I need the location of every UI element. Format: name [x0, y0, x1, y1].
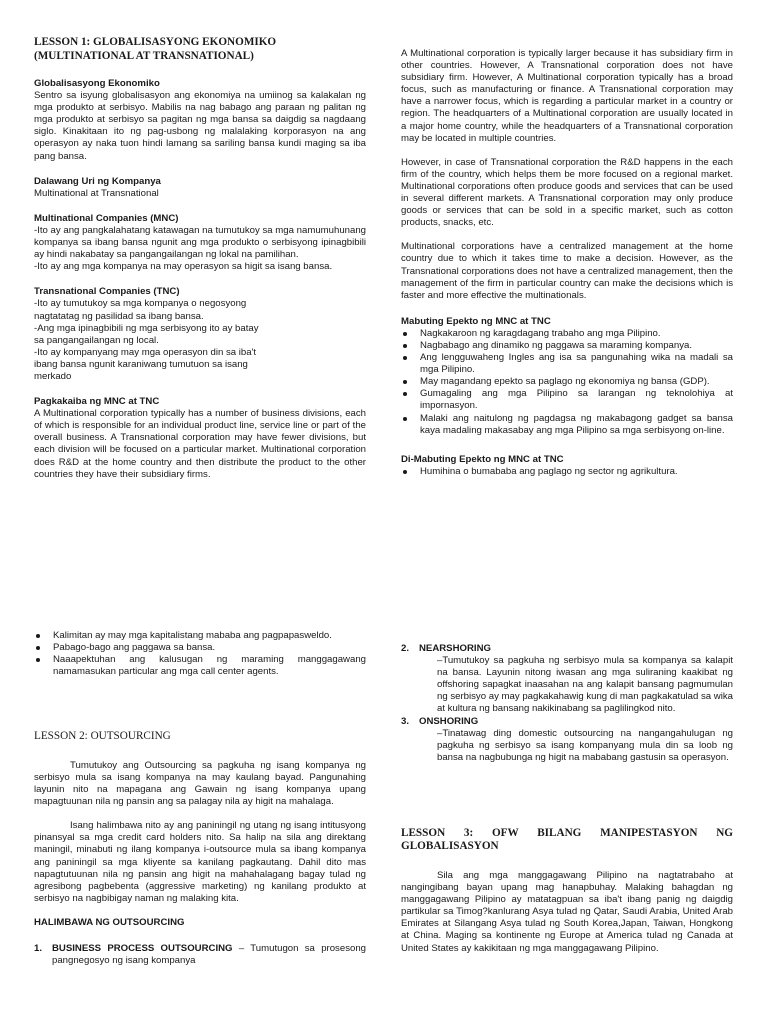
lesson2-right-column: [401, 643, 733, 955]
item-description: –Tumutukoy sa pagkuha ng serbisyo mula sa kompanya sa kalapit na bansa. Layunin nitong iwasan ang mga suliraning kaakibat ng offshoring sapagkat inaasahan na ang kalapit bansang pagmumulan ng serbisyo ay may pagkakahawig kung di man pagkakatulad sa wika at kultura ng bansang nakikinabang sa paglilingkod nito.: [437, 655, 733, 715]
tnc-definition-2: -Ang mga ipinagbibili ng mga serbisyong ito ay batay sa pangangailangan ng local.: [34, 322, 259, 346]
halimbawa-heading: HALIMBAWA NG OUTSOURCING: [34, 916, 185, 928]
item-number: 2.: [401, 643, 410, 654]
tnc-definition-1: -Ito ay tumutukoy sa mga kompanya o negosyong nagtatatag ng pasilidad sa ibang bansa.: [34, 298, 247, 322]
di-mabuting-epekto-list: [401, 466, 733, 478]
list-item: Humihina o bumababa ang paglago ng sector ng agrikultura.: [401, 466, 733, 478]
list-item: Nagkakaroon ng karagdagang trabaho ang mga Pilipino.: [401, 328, 733, 340]
list-item: Nagbabago ang dinamiko ng paggawa sa maraming kompanya.: [401, 340, 733, 352]
mabuting-epekto-list: [401, 328, 733, 437]
lesson2-title: LESSON 2: OUTSOURCING: [34, 730, 171, 743]
list-item: May magandang epekto sa paglago ng ekonomiya ng bansa (GDP).: [401, 376, 733, 388]
section-heading-uri-ng-kompanya: Dalawang Uri ng Kompanya: [34, 175, 161, 187]
item-heading: ONSHORING: [419, 715, 479, 727]
item-description: –Tinatawag ding domestic outsourcing na nangangahulugan ng pagkuha ng serbisyo sa isang kompanyang mula din sa loob ng bansa na nagbubunga ng higit na mababang gastusin sa operasyon.: [437, 727, 733, 763]
globalisasyon-paragraph: Sentro sa isyung globalisasyon ang ekonomiya na umiinog sa kalakalan ng mga produkto at serbisyo. Mabilis na nag babago ang paraan ng palitan ng mga produkto at serbisyo sa pagitan ng mga bansa sa daigdig sa nagdaang siglo. Kinakitaan ito ng pag-usbong ng malalaking korporasyon na ang operasyon ay naka tuon hindi lamang sa sariling bansa kundi maging sa iba pang bansa.: [34, 90, 366, 162]
mnc-definition-2: -Ito ay ang mga kompanya na may operasyon sa higit sa isang bansa.: [34, 261, 333, 273]
ofw-paragraph: Sila ang mga manggagawang Pilipino na nagtatrabaho at nangingibang bayan upang mag hanapbuhay. Malaking bahagdan ng manggagawang Pilipino ay matatagpuan sa iba't ibang panig ng daigdig partikular sa Timog?kanlurang Asya tulad ng Qatar, Saudi Arabia, United Arab Emirates at Silangang Asya tulad ng South Korea,Japan, Taiwan, Hongkong at China. Maging sa kontinente ng Europe at America tulad ng Canada at United States ay kakikitaan ng mga manggagawang Pilipino.: [401, 869, 733, 954]
lesson3-subtitle: GLOBALISASYON: [401, 840, 499, 853]
lesson3-title: LESSON 3: OFW BILANG MANIPESTASYON NG: [401, 826, 733, 839]
lesson1-title: LESSON 1: GLOBALISASYONG EKONOMIKO: [34, 36, 277, 48]
comparison-paragraph-3: Multinational corporations have a centralized management at the home country due to which it takes time to make a decision. However, as the Transnational corporations does not have a centralized management, then the management of the firm in particular country can make the decisions which is faster and more effective the multinationals.: [401, 241, 733, 301]
lesson2-left-column: [34, 630, 366, 967]
item-heading: NEARSHORING: [419, 643, 491, 654]
outsourcing-type-bpo: [34, 943, 366, 967]
list-item: Gumagaling ang mga Pilipino sa larangan ng teknolohiya at impornasyon.: [401, 388, 733, 412]
tnc-definition-3: -Ito ay kompanyang may mga operasyon din sa iba't ibang bansa ngunit karaniwang tumutuon sa isang merkado: [34, 346, 257, 382]
list-item: Naaapektuhan ang kalusugan ng maraming manggagawang namamasukan particular ang mga call center agents.: [34, 654, 366, 678]
tnc-definitions: [34, 298, 266, 383]
pagkakaiba-heading: Pagkakaiba ng MNC at TNC: [34, 396, 160, 408]
item-heading: BUSINESS PROCESS OUTSOURCING: [52, 943, 233, 954]
lesson1-left-column: [34, 36, 366, 481]
item-description: – Tumutugon sa prosesong pangnegosyo ng isang kompanya: [52, 943, 366, 967]
item-number: 3.: [401, 715, 410, 727]
tnc-heading: Transnational Companies (TNC): [34, 286, 180, 298]
mnc-heading: Multinational Companies (MNC): [34, 212, 179, 224]
comparison-paragraph-2: However, in case of Transnational corporation the R&D happens in the each firm of the country, which helps them be more focused on a regional market. Multinational corporations often produce goods and services that can be used in several different markets. A Transnational corporation may only produce goods or services that can be sold in a specific market, such as cotton products, snacks, etc.: [401, 156, 733, 229]
outsourcing-paragraph-1: Tumutukoy ang Outsourcing sa pagkuha ng isang kompanya ng serbisyo mula sa isang kompanya na may kaulang bayad. Pangunahing layunin nito na mapagana ang Gawain ng isang kompanya upang mapagtuunan nila ng pansin ang sa palagay nila ay higit na mahalaga.: [34, 759, 366, 808]
mnc-definition: -Ito ay ang pangkalahatang katawagan na tumutukoy sa mga namumuhunang kompanya sa ibang bansa ngunit ang mga produkto o serbisyong ipinagbibili ay hindi nakabatay sa pangangailangan ng lokal na pamilihan.: [34, 224, 366, 261]
pagkakaiba-paragraph: A Multinational corporation typically has a number of business divisions, each of which is responsible for an individual product line, service line or part of the overall business. A Transnational corporation may have fewer divisions, but each division will be focused on a particular market. Multinational corporation does R&D at the home country and then distribute the product to the other countries they have their subsidiary firms.: [34, 408, 366, 480]
list-item: Kalimitan ay may mga kapitalistang mababa ang pagpapasweldo.: [34, 630, 366, 642]
uri-ng-kompanya-text: Multinational at Transnational: [34, 187, 159, 199]
section-heading-globalisasyon: Globalisasyong Ekonomiko: [34, 78, 160, 89]
mabuting-epekto-heading: Mabuting Epekto ng MNC at TNC: [401, 315, 551, 327]
item-number: 1.: [34, 943, 43, 954]
list-item: Pabago-bago ang paggawa sa bansa.: [34, 642, 366, 654]
lesson1-subtitle: (MULTINATIONAL AT TRANSNATIONAL): [34, 49, 254, 62]
di-mabuting-epekto-heading: Di-Mabuting Epekto ng MNC at TNC: [401, 453, 564, 465]
list-item: Malaki ang naitulong ng pagdagsa ng makabagong gadget sa bansa kaya madaling makasabay ang mga Pilipino sa mga serbisyong on-line.: [401, 413, 733, 437]
outsourcing-paragraph-2: Isang halimbawa nito ay ang paniningil ng utang ng isang intitusyong pinansyal sa mga credit card holders nito. Sa halip na sila ang direktang maningil, minabuti ng ilang kompanya i-outsource mula sa ibang kompanya ang paniningil sa mga kliyente sa kanilang pagkautang. Dahil dito mas napagtutuunan nila ng pansin ang higit na mahahalagang bagay tulad ng agresibong pagbebenta (aggressive marketing) ng kanilang produkto at serbisyo na nagbibigay naman ng malaking kita.: [34, 820, 366, 904]
outsourcing-type-nearshoring: [401, 643, 733, 655]
outsourcing-type-onshoring: [401, 716, 733, 728]
di-mabuting-epekto-list-continued: [34, 630, 366, 678]
comparison-paragraph-1: A Multinational corporation is typically larger because it has subsidiary firm in other countries. However, A Transnational corporation does not have subsidiary firm. However, A Multinational corporation typically has a broad focus, such as manufacturing or finance. A Transnational corporation may have a narrower focus, which is regarding a particular market in a country or region. The headquarters of a Multinational corporation are usually located in a major home country, while the headquarters of a Transnational corporation may be located in multiple countries.: [401, 48, 733, 144]
list-item: Ang lengguwaheng Ingles ang isa sa pangunahing wika na madali sa mga Pilipino.: [401, 352, 733, 376]
lesson1-right-column: [401, 48, 733, 478]
